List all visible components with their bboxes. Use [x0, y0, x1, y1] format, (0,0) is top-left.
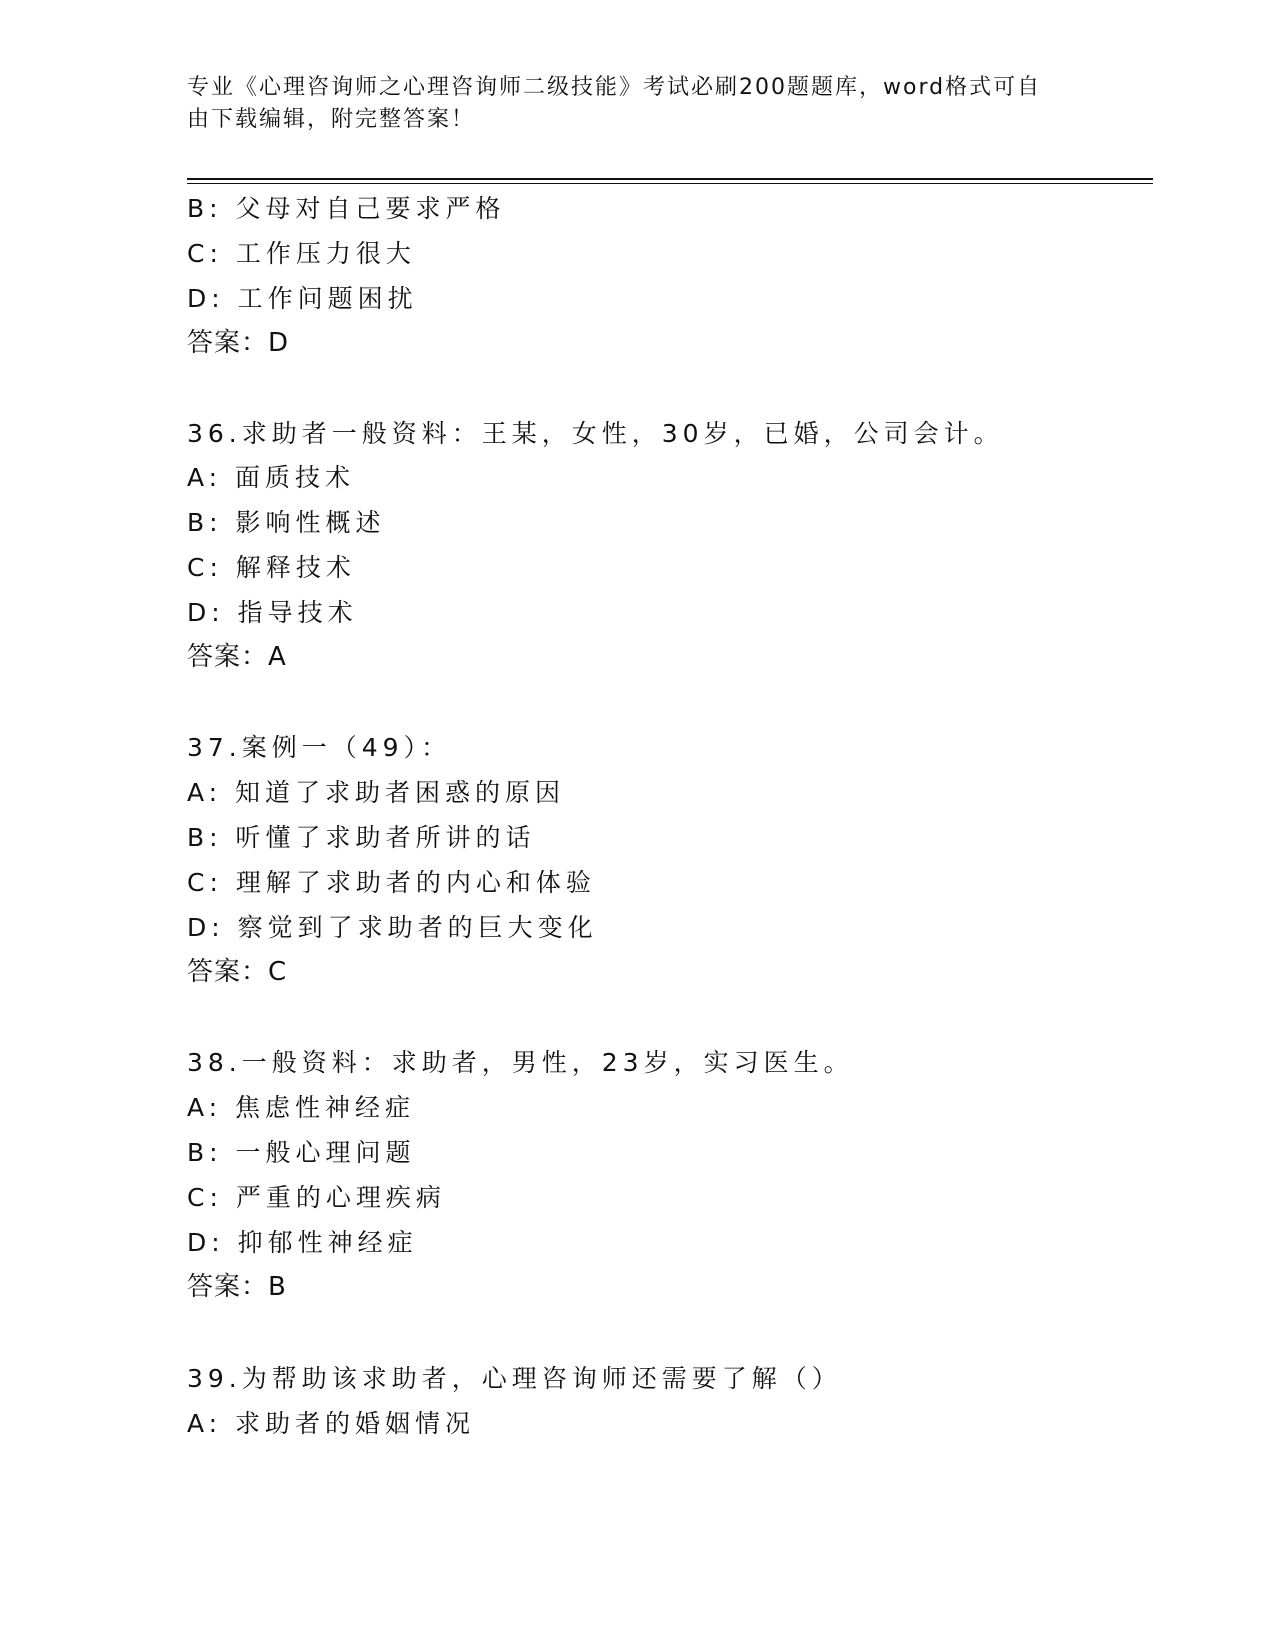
question-stem: 36.求助者一般资料：王某，女性，30岁，已婚，公司会计。 [187, 419, 1004, 448]
header-line-2: 由下载编辑，附完整答案！ [187, 107, 476, 132]
question-stem: 38.一般资料：求助者，男性，23岁，实习医生。 [187, 1048, 854, 1077]
header-line-1: 专业《心理咨询师之心理咨询师二级技能》考试必刷200题题库，word格式可自 [187, 75, 1042, 100]
answer-line: 答案：C [187, 957, 288, 987]
option-c: C: 工作压力很大 [187, 239, 416, 268]
option-b: B: 影响性概述 [187, 508, 386, 537]
question-stem: 37.案例一（49）： [187, 733, 452, 762]
option-c: C: 理解了求助者的内心和体验 [187, 868, 596, 897]
option-d: D: 工作问题困扰 [187, 284, 418, 313]
answer-line: 答案：B [187, 1272, 287, 1302]
option-c: C: 严重的心理疾病 [187, 1183, 446, 1212]
option-d: D: 察觉到了求助者的巨大变化 [187, 913, 598, 942]
answer-line: 答案：D [187, 328, 290, 358]
option-a: A: 焦虑性神经症 [187, 1093, 416, 1122]
option-a: A: 求助者的婚姻情况 [187, 1409, 476, 1438]
option-b: B: 一般心理问题 [187, 1138, 416, 1167]
option-c: C: 解释技术 [187, 553, 356, 582]
option-a: A: 面质技术 [187, 463, 356, 492]
option-d: D: 抑郁性神经症 [187, 1228, 418, 1257]
answer-line: 答案：A [187, 642, 287, 672]
option-d: D: 指导技术 [187, 598, 358, 627]
question-stem: 39.为帮助该求助者，心理咨询师还需要了解（） [187, 1364, 842, 1393]
option-a: A: 知道了求助者困惑的原因 [187, 778, 566, 807]
document-header [187, 72, 1067, 136]
header-divider-thick [187, 178, 1153, 180]
option-b: B: 父母对自己要求严格 [187, 194, 506, 223]
option-b: B: 听懂了求助者所讲的话 [187, 823, 536, 852]
header-divider-thin [187, 183, 1153, 184]
